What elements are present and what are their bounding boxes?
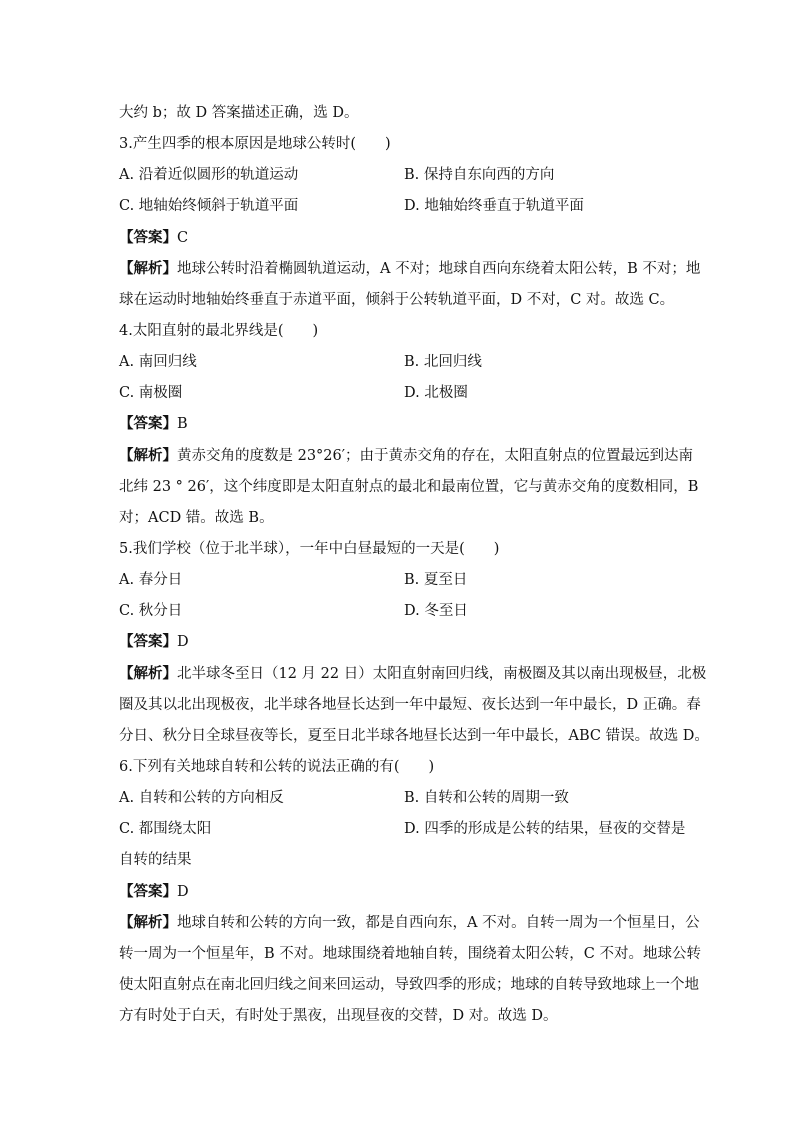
question-4-option-d: D. 北极圈 xyxy=(404,385,468,401)
question-5-analysis-line-2: 圈及其以北出现极夜，北半球各地昼长达到一年中最短、夜长达到一年中最长，D 正确。春 xyxy=(119,697,701,713)
question-4-analysis-line-3: 对；ACD 错。故选 B。 xyxy=(119,510,274,526)
question-5-analysis-line-1 xyxy=(119,664,707,684)
question-6-option-d-continuation: 自转的结果 xyxy=(119,852,192,868)
question-6-analysis-line-3: 使太阳直射点在南北回归线之间来回运动，导致四季的形成；地球的自转导致地球上一个地 xyxy=(119,977,699,993)
question-4-option-a: A. 南回归线 xyxy=(119,354,197,370)
question-4-option-c: C. 南极圈 xyxy=(119,385,183,401)
question-3-option-b: B. 保持自东向西的方向 xyxy=(404,167,555,183)
question-6-option-c: C. 都围绕太阳 xyxy=(119,821,212,837)
answer-label: 【答案】 xyxy=(119,415,177,432)
question-3-stem: 3.产生四季的根本原因是地球公转时( ) xyxy=(119,136,391,152)
answer-value: C xyxy=(177,230,189,246)
question-5-option-b: B. 夏至日 xyxy=(404,572,468,588)
question-4-analysis-line-1 xyxy=(119,446,694,466)
lead-line: 大约 b；故 D 答案描述正确，选 D。 xyxy=(119,105,359,121)
question-4-answer xyxy=(119,414,679,434)
analysis-text: 地球公转时沿着椭圆轨道运动，A 不对；地球自西向东绕着太阳公转，B 不对；地 xyxy=(177,261,701,277)
question-3-answer xyxy=(119,228,679,248)
question-6-stem: 6.下列有关地球自转和公转的说法正确的有( ) xyxy=(119,759,435,775)
analysis-text: 地球自转和公转的方向一致，都是自西向东，A 不对。自转一周为一个恒星日，公 xyxy=(177,915,700,931)
question-5-option-d: D. 冬至日 xyxy=(404,603,468,619)
question-5-option-a: A. 春分日 xyxy=(119,572,183,588)
analysis-text: 北半球冬至日（12 月 22 日）太阳直射南回归线，南极圈及其以南出现极昼，北极 xyxy=(177,666,707,682)
question-6-option-b: B. 自转和公转的周期一致 xyxy=(404,790,569,806)
question-3-option-d: D. 地轴始终垂直于轨道平面 xyxy=(404,198,584,214)
question-5-analysis-line-3: 分日、秋分日全球昼夜等长，夏至日北半球各地昼长达到一年中最长，ABC 错误。故选 D。 xyxy=(119,728,709,744)
analysis-text: 黄赤交角的度数是 23°26′；由于黄赤交角的存在，太阳直射点的位置最远到达南 xyxy=(177,448,694,464)
question-6-option-d: D. 四季的形成是公转的结果，昼夜的交替是 xyxy=(404,821,686,837)
answer-value: B xyxy=(177,416,188,432)
question-3-analysis-line-2: 球在运动时地轴始终垂直于赤道平面，倾斜于公转轨道平面，D 不对，C 对。故选 C。 xyxy=(119,292,675,308)
answer-label: 【答案】 xyxy=(119,883,177,900)
question-6-option-a: A. 自转和公转的方向相反 xyxy=(119,790,284,806)
question-4-analysis-line-2: 北纬 23 ° 26′，这个纬度即是太阳直射点的最北和最南位置，它与黄赤交角的度数相同，B xyxy=(119,479,699,495)
answer-label: 【答案】 xyxy=(119,229,177,246)
question-6-answer xyxy=(119,882,679,902)
question-3-option-c: C. 地轴始终倾斜于轨道平面 xyxy=(119,198,299,214)
question-4-stem: 4.太阳直射的最北界线是( ) xyxy=(119,323,319,339)
question-5-option-c: C. 秋分日 xyxy=(119,603,183,619)
analysis-label: 【解析】 xyxy=(119,260,177,277)
question-6-analysis-line-4: 方有时处于白天，有时处于黑夜，出现昼夜的交替，D 对。故选 D。 xyxy=(119,1008,558,1024)
question-4-option-b: B. 北回归线 xyxy=(404,354,482,370)
analysis-label: 【解析】 xyxy=(119,914,177,931)
question-3-analysis-line-1 xyxy=(119,259,701,279)
analysis-label: 【解析】 xyxy=(119,447,177,464)
answer-label: 【答案】 xyxy=(119,633,177,650)
question-5-answer xyxy=(119,632,679,652)
question-5-stem: 5.我们学校（位于北半球），一年中白昼最短的一天是( ) xyxy=(119,541,500,557)
analysis-label: 【解析】 xyxy=(119,665,177,682)
question-3-option-a: A. 沿着近似圆形的轨道运动 xyxy=(119,167,299,183)
question-6-analysis-line-1 xyxy=(119,913,700,933)
answer-value: D xyxy=(177,634,189,650)
question-6-analysis-line-2: 转一周为一个恒星年，B 不对。地球围绕着地轴自转，围绕着太阳公转，C 不对。地球公转 xyxy=(119,946,701,962)
answer-value: D xyxy=(177,884,189,900)
